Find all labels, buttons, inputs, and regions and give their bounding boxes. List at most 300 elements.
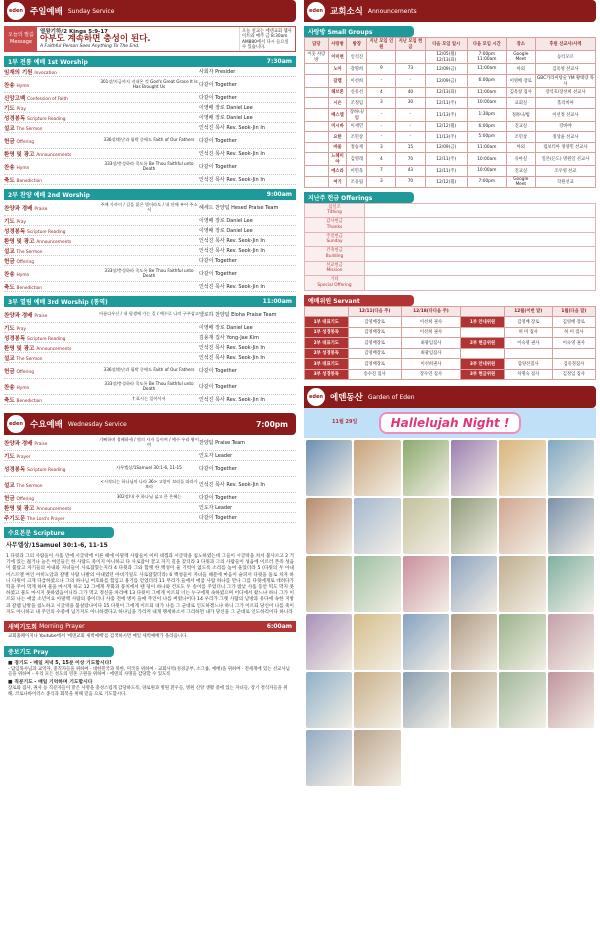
order-detail: 기뻐하며 경배하세 / 빛의 사자 들이여 / 예수 우리 왕이여 — [99, 436, 199, 447]
order-item: 환영 및 광고 Announcements — [4, 151, 72, 158]
order-item-en: Benediction — [16, 398, 43, 404]
order-row — [4, 343, 296, 353]
table-cell: 아외 — [506, 142, 535, 153]
order-item-en: Pray — [16, 326, 27, 332]
table-header: 12월(이번 달) — [504, 306, 552, 317]
photo-thumb — [499, 614, 545, 670]
photo-thumb — [306, 672, 352, 728]
photo-thumb — [306, 440, 352, 496]
order-row — [4, 216, 296, 226]
table-cell: 43 — [396, 166, 425, 177]
table-cell: 이재민 — [347, 121, 367, 132]
offering-ko: 십일조 — [328, 204, 341, 210]
table-cell: 허 미 집사 — [552, 327, 595, 338]
message-ref: 열왕기하/2 Kings 5:9-17 — [40, 29, 108, 35]
order-row — [4, 451, 296, 461]
table-header: 12/18(다다음 주) — [401, 306, 461, 317]
table-cell: 2부 현금위원 — [461, 338, 505, 349]
scripture-label: 수요본문 Scripture — [4, 527, 114, 538]
wednesday-subtitle: Wednesday Service — [67, 420, 127, 428]
table-cell: 장수연 집사 — [401, 369, 461, 380]
table-cell: 3 — [367, 98, 396, 109]
table-cell — [305, 98, 329, 109]
sunday-title: 주일예배 — [30, 7, 63, 17]
order-item-en: The Sermon — [16, 483, 43, 489]
table-cell: 조정임 — [347, 98, 367, 109]
order-detail: 333장/충성하라 죽도록 Be Thou Faithful unto Death — [104, 380, 194, 391]
table-cell: 9 — [367, 64, 396, 75]
order-leader: 찬양팀 Praise Team — [199, 440, 246, 446]
table-cell: 김영배장로 — [348, 348, 401, 359]
offering-amount — [365, 232, 596, 247]
wednesday-rows — [4, 435, 296, 523]
table-cell: 홀리비아 — [535, 98, 595, 109]
offering-en: Thanks — [326, 224, 343, 230]
table-cell: 15 — [396, 142, 425, 153]
table-row — [305, 247, 596, 262]
service-name: 1부 전통 예배 1st Worship — [8, 59, 88, 66]
photo-thumb — [499, 672, 545, 728]
photo-thumb — [354, 498, 400, 554]
announcements-title: 교회소식 — [330, 7, 363, 17]
table-cell — [305, 153, 329, 166]
order-leader: 인석진 목사 Rev. Seok-Jin In — [199, 284, 265, 290]
sunday-services — [4, 56, 296, 405]
order-leader: 다같이 Together — [199, 164, 237, 170]
order-row — [4, 363, 296, 379]
order-item-en: Scripture Reading — [27, 116, 66, 122]
table-row — [305, 64, 596, 75]
table-cell: 11:00am — [467, 142, 506, 153]
table-cell — [461, 348, 505, 359]
order-item-en: Invocation — [34, 70, 57, 76]
table-cell: 40 — [396, 87, 425, 98]
order-detail: 336장/환난과 핍박 중에도 Faith of Our Fathers — [103, 367, 195, 373]
order-item-en: Scripture Reading — [27, 229, 66, 235]
photo-thumb — [451, 498, 497, 554]
order-row — [4, 461, 296, 477]
table-cell: 11:00am — [467, 87, 506, 98]
order-row — [4, 493, 296, 503]
order-item: 축도 Benediction — [4, 284, 43, 291]
sunday-subtitle: Sunday Service — [67, 7, 115, 15]
table-cell: 아외 — [506, 64, 535, 75]
order-item: 성경봉독 Scripture Reading — [4, 228, 66, 235]
table-cell: 3부 대표기도 — [305, 359, 349, 370]
photo-thumb — [306, 498, 352, 554]
garden-subtitle: Garden of Eden — [367, 393, 415, 401]
table-header: 장소 — [506, 38, 535, 51]
order-leader: 인석진 목사 Rev. Seok-Jin In — [199, 397, 265, 403]
order-row — [4, 503, 296, 513]
order-item: 설교 The Sermon — [4, 125, 43, 132]
offering-amount — [365, 261, 596, 276]
wednesday-time: 7:00pm — [256, 419, 288, 429]
garden-title: 에덴동산 — [330, 393, 363, 403]
order-row — [4, 77, 296, 93]
order-row — [4, 113, 296, 123]
table-row — [305, 121, 596, 132]
table-cell: 김영배장로 — [348, 317, 401, 328]
table-header — [305, 306, 349, 317]
table-cell: 11:00am — [467, 64, 506, 75]
order-item-en: Benediction — [16, 178, 43, 184]
order-item-en: Benediction — [16, 285, 43, 291]
table-cell: 조유림 — [347, 176, 367, 187]
table-cell: 이선희 권사 — [401, 327, 461, 338]
eden-logo-icon: eden — [306, 1, 326, 21]
order-row — [4, 282, 296, 292]
table-row — [305, 261, 596, 276]
photo-thumb — [306, 614, 352, 670]
offering-label — [305, 203, 365, 218]
photo-thumb — [403, 614, 449, 670]
table-cell: 강바야 — [535, 121, 595, 132]
table-header: 1월(다음 달) — [552, 306, 595, 317]
table-row — [305, 218, 596, 233]
order-leader: 다같이 Together — [199, 466, 237, 472]
service-bar — [4, 56, 296, 67]
table-row — [305, 153, 596, 166]
order-item-en: The Sermon — [16, 356, 43, 362]
table-cell: 6:00pm — [467, 121, 506, 132]
message-en: A Faithful Person Sees Anything To The End. — [40, 44, 140, 49]
order-leader: 사회자 Presider — [199, 69, 236, 75]
table-cell: - — [396, 108, 425, 121]
table-cell: 김영래 — [347, 153, 367, 166]
order-leader: 다같이 Together — [199, 495, 237, 501]
table-cell: 11/13(주) — [425, 108, 467, 121]
order-row — [4, 323, 296, 333]
order-item: 성경봉독 Scripture Reading — [4, 335, 66, 342]
table-row — [305, 51, 596, 64]
sunday-header — [4, 0, 296, 22]
order-item: 설교 The Sermon — [4, 355, 43, 362]
photo-collage — [304, 438, 596, 788]
table-cell: 김영배장로 — [348, 338, 401, 349]
order-leader: 인석진 목사 Rev. Seok-Jin In — [199, 125, 265, 131]
table-cell — [461, 327, 505, 338]
order-leader: 인도자 Leader — [199, 453, 233, 459]
table-cell: 이선희권사 — [401, 359, 461, 370]
order-item-en: Pray — [16, 219, 27, 225]
offering-label — [305, 247, 365, 262]
table-cell: 교회실 — [506, 98, 535, 109]
table-cell: 헤브론 — [328, 87, 347, 98]
order-item: 환영 및 광고 Announcements — [4, 345, 72, 352]
order-item-en: The Sermon — [16, 249, 43, 255]
table-cell: 이숙영 권사 — [552, 338, 595, 349]
table-cell: 정상윤 선교사 — [535, 132, 595, 143]
table-cell: 2부 대표기도 — [305, 338, 349, 349]
right-column — [304, 0, 596, 788]
table-cell: 30 — [396, 98, 425, 109]
service-name: 2부 찬양 예배 2nd Worship — [8, 192, 90, 199]
table-cell: - — [396, 121, 425, 132]
table-cell: 3부 현금위원 — [461, 369, 505, 380]
photo-thumb — [354, 672, 400, 728]
table-cell: 3 — [367, 176, 396, 187]
eden-logo-icon: eden — [6, 1, 26, 21]
order-item: 찬송 Hymn — [4, 164, 30, 171]
table-cell: 10:00am — [467, 98, 506, 109]
table-cell — [305, 132, 329, 143]
order-row — [4, 435, 296, 451]
order-item: 신앙고백 Confession of Faith — [4, 95, 68, 102]
order-item-en: Announcements — [36, 152, 72, 158]
table-cell — [305, 166, 329, 177]
order-row — [4, 67, 296, 77]
order-detail: 사무엘상/1Samuel 30:1-6, 11-15 — [116, 465, 182, 471]
table-cell: 1부 대표기도 — [305, 317, 349, 328]
offering-label — [305, 232, 365, 247]
table-row — [305, 276, 596, 291]
offering-ko: 기타 — [330, 277, 339, 283]
order-leader: 다같이 Together — [199, 138, 237, 144]
table-cell: 12/13(화) — [425, 87, 467, 98]
table-cell: 동티모르 — [535, 51, 595, 64]
order-item-en: Praise — [34, 441, 48, 447]
table-row — [305, 203, 596, 218]
photo-thumb — [354, 440, 400, 496]
wednesday-title: 수요예배 — [30, 420, 63, 430]
table-header: 다음 모임 시간 — [467, 38, 506, 51]
table-cell: 5:00pm — [467, 132, 506, 143]
offering-ko: 주일헌금 — [326, 233, 343, 239]
eden-logo-icon: eden — [6, 414, 26, 434]
order-row — [4, 175, 296, 185]
service-bar — [4, 189, 296, 200]
table-cell: 1부 성경봉독 — [305, 327, 349, 338]
table-cell: 12/11(주) — [425, 166, 467, 177]
photo-thumb — [354, 730, 400, 786]
servants-label: 예배위원 Servant — [304, 295, 414, 306]
table-cell: 강명희 — [347, 64, 367, 75]
order-leader: 인석진 목사 Rev. Seok-Jin In — [199, 248, 265, 254]
service-time: 7:30am — [266, 58, 292, 65]
photo-thumb — [354, 614, 400, 670]
order-row — [4, 226, 296, 236]
announcements-subtitle: Announcements — [367, 7, 417, 15]
table-cell: 12/09(금) — [425, 142, 467, 153]
offering-en: Building — [325, 253, 344, 259]
order-row — [4, 159, 296, 175]
scripture-text: 1 다윗과 그의 사람들이 사흘 만에 시글락에 이른 때에 아말렉 사람들이 이미 네겝과 시글락을 침노하였는데 그들이 시글락을 쳐서 불사르고 2 거기에 있는 젊거나 늙은 여인들은 한 사람도 죽이지 아니하고 다 사로잡아 끌고 자기 길을 갔더라 3 다윗과 그의 사람들이 성읍에 이르러 본즉 성읍이 불탔고 자기들의 아내와 자녀들이 사로잡혔는지라 4 다윗과 그와 함께 한 백성이 울 기력이 없도록 소리를 높여 울었더라 5 (다윗의 두 아내 이스르엘 여인 아히노암과 갈멜 사람 나발의 아내였던 아비가일도 사로잡혔더라) 6 백성들이 자녀들 때문에 마음이 슬퍼서 다윗을 돌로 치자 하니 다윗이 크게 다급하였으나 그의 하나님 여호와를 힘입고 용기를 얻었더라 11 무리가 들에서 애굽 사람 하나를 만나 그를 다윗에게로 데려다가 떡을 주어 먹게 하며 물을 마시게 하고 12 그에게 무화과 뭉치에서 뗀 덩이 하나와 건포도 두 송이를 주었더니 그가 밤낮 사흘 동안 떡도 먹지 못하였고 물도 마시지 못하였음이니라 그가 먹고 정신을 차리매 13 다윗이 그에게 이르되 너는 누구에게 속하였으며 어디에서 왔느냐 하니 그가 이르되 나는 애굽 소년이요 아말렉 사람의 종이더니 사흘 전에 병이 들매 주인이 나를 버렸나이다 14 우리가 그렛 사람의 남방과 유다에 속한 지방과 갈렙 남방을 침노하고 시글락을 불살랐나이다 15 다윗이 그에게 이르되 네가 나를 그 군대로 인도하겠느냐 하니 그가 이르되 당신이 나를 죽이지도 아니하고 내 주인의 수중에 넘기지도 아니하겠다고 하나님을 가리켜 내게 맹세하소서 그리하면 내가 당신을 그 군대로 인도하리이다 하니라 — [6, 554, 294, 615]
order-leader: 이영배 장로 Daniel Lee — [199, 325, 253, 331]
order-item-en: The Lord's Prayer — [27, 516, 65, 522]
order-leader: 이영배 장로 Daniel Lee — [199, 105, 253, 111]
order-leader: 다같이 Together — [199, 82, 237, 88]
order-item-en: Hymn — [16, 385, 30, 391]
table-row — [305, 87, 596, 98]
photo-thumb — [306, 730, 352, 786]
order-item: 찬양과 경배 Praise — [4, 205, 48, 212]
photo-thumb — [548, 672, 594, 728]
table-row — [305, 74, 596, 87]
table-row — [305, 327, 596, 338]
table-cell: 7:00pm — [467, 176, 506, 187]
table-cell — [552, 348, 595, 359]
order-item-en: The Sermon — [16, 126, 43, 132]
order-row — [4, 379, 296, 395]
table-row — [305, 348, 596, 359]
order-item-en: Offering — [16, 139, 34, 145]
order-row — [4, 256, 296, 266]
order-item-en: Offering — [16, 369, 34, 375]
order-item-en: Confession of Faith — [27, 96, 68, 102]
prayer-content: ■ 경기도 - 매일 저녁 5, 15분 이상 기도합시다! - 담임목사님과 교역자, 중직자들을 위하여 · 대한민국과 북한, 미국을 위하여 - 교회사역(성경공부, 소그룹, 예배)을 위하여 · 전세계에 있는 선교사님들을 위하여 - 우리 모든 성도의 영혼 구원을 위하여 · 에덴의 사명을 감당할 수 있도록 ■ 직분기도 - 매일 기억하며 기도합시다 장로와 집사, 권사 등 직분자들이 맡은 사명을 충성스럽게 감당하도록, 양로원과 병원 환우들, 병원 신앙 생활 중에 있는 자녀들, 장기 결석자들을 위해, 코로나바이러스 종식과 회복을 위해 믿음 으로 기도합시다. — [8, 660, 290, 697]
table-cell: 2부 성경봉독 — [305, 348, 349, 359]
table-cell: 12/12(월) — [425, 176, 467, 187]
offering-amount — [365, 247, 596, 262]
photo-thumb — [499, 498, 545, 554]
table-cell: 김영배 장로 — [552, 317, 595, 328]
order-item-en: Hymn — [16, 83, 30, 89]
order-item: 성경봉독 Scripture Reading — [4, 115, 66, 122]
message-title: 아부도 계속하면 충성이 된다. — [40, 34, 151, 44]
table-header: 지난 모임 헌금 — [396, 38, 425, 51]
order-leader: 김용재 집사 Yong-Jae Kim — [199, 335, 259, 341]
table-row — [305, 359, 596, 370]
order-item-en: Announcements — [36, 346, 72, 352]
table-header: 12/11(다음 주) — [348, 306, 401, 317]
table-cell: 4 — [367, 153, 396, 166]
scripture-ref: 사무엘상/1Samuel 30:1-6, 11-15 — [6, 542, 108, 549]
table-cell: 6:00pm — [467, 74, 506, 87]
table-cell: 김영배장로 — [348, 327, 401, 338]
table-cell: 이선희 권사 — [401, 317, 461, 328]
offering-ko: 건축헌금 — [326, 248, 343, 254]
offering-label — [305, 261, 365, 276]
table-cell: 김정임 집사 — [552, 369, 595, 380]
order-item: 헌금 Offering — [4, 138, 34, 145]
message-side-note: 오늘 설교는 에덴교회 웹사이트와 매주 금 8:30am AM880에서 다시 들으실 수 있습니다. — [239, 27, 295, 51]
table-cell: 12/05(월) 12/13(화) — [425, 51, 467, 64]
order-leader: 인석진 목사 Rev. Seok-Jin In — [199, 177, 265, 183]
order-item: 임재의 기원 Invocation — [4, 69, 57, 76]
offering-en: Tithing — [327, 210, 342, 216]
order-item: 헌금 Offering — [4, 495, 34, 502]
order-item: 기도 Prayer — [4, 453, 31, 460]
table-row — [305, 232, 596, 247]
table-cell: 신유선 — [347, 87, 367, 98]
order-leader: 인석진 목사 Rev. Seok-Jin In — [199, 345, 265, 351]
order-item: 환영 및 광고 Announcements — [4, 238, 72, 245]
order-item: 축도 Benediction — [4, 177, 43, 184]
table-cell: 정승재 — [347, 142, 367, 153]
table-cell — [305, 108, 329, 121]
order-row — [4, 236, 296, 246]
garden-banner — [304, 408, 596, 438]
photo-thumb — [403, 440, 449, 496]
order-item-en: Pray — [16, 106, 27, 112]
table-cell: 바울 — [328, 142, 347, 153]
table-cell — [305, 121, 329, 132]
table-cell: 최광임집사 — [401, 348, 461, 359]
order-item: 기도 Pray — [4, 105, 27, 112]
order-leader: 이영배 장로 Daniel Lee — [199, 218, 253, 224]
order-leader: 인도자 Leader — [199, 505, 233, 511]
table-cell: - — [396, 74, 425, 87]
table-row — [305, 176, 596, 187]
order-row — [4, 353, 296, 363]
table-cell: 김영배 장로 — [504, 317, 552, 328]
order-leader: 이영배 장로 Daniel Lee — [199, 115, 253, 121]
order-item: 헌금 Offering — [4, 368, 34, 375]
table-cell: 이숙영 권사 — [504, 338, 552, 349]
order-row — [4, 395, 296, 405]
service-time: 11:00am — [262, 298, 292, 305]
table-cell: 김옥영 선교사 — [535, 64, 595, 75]
order-detail: 333장/충성하라 죽도록 Be Thou Faithful unto Death — [104, 267, 194, 278]
table-cell: 장석호/장선희 선교사 — [535, 87, 595, 98]
table-cell: 인석진 — [347, 51, 367, 64]
message-label: 오늘의 말씀 Message — [5, 27, 37, 51]
service-name: 3부 열림 예배 3rd Worship (통역) — [8, 299, 108, 306]
order-item: 찬양과 경배 Praise — [4, 440, 48, 447]
order-detail: 아름다우신 / 내 평생에 가는 길 / 예수로 나의 구주삼고 — [99, 311, 199, 317]
table-cell: 12/09(금) — [425, 64, 467, 75]
order-item-en: Hymn — [16, 272, 30, 278]
service-time: 9:00am — [266, 191, 292, 198]
offering-ko: 선교헌금 — [326, 262, 343, 268]
order-item-en: Praise — [34, 313, 48, 319]
order-row — [4, 333, 296, 343]
order-item: 설교 The Sermon — [4, 482, 43, 489]
order-item: 찬송 Hymn — [4, 271, 30, 278]
table-cell: 3부 안내위원 — [461, 359, 505, 370]
table-row — [305, 132, 596, 143]
table-cell — [305, 142, 329, 153]
table-cell: 진교실 — [506, 166, 535, 177]
order-leader: 인석진 목사 Rev. Seok-Jin In — [199, 151, 265, 157]
table-cell: 7 — [367, 166, 396, 177]
service-bar — [4, 296, 296, 307]
photo-thumb — [499, 440, 545, 496]
message-content — [37, 27, 239, 51]
offering-en: Sunday — [326, 239, 343, 245]
order-detail: 333장/충성하라 죽도록 Be Thou Faithful unto Death — [104, 160, 194, 171]
order-row — [4, 93, 296, 103]
table-cell: 노아 — [328, 64, 347, 75]
photo-thumb — [403, 672, 449, 728]
order-row — [4, 477, 296, 493]
order-leader: 인석진 목사 Rev. Seok-Jin In — [199, 238, 265, 244]
servants-table — [304, 306, 596, 381]
photo-thumb — [499, 556, 545, 612]
table-cell: 베스엘 — [328, 108, 347, 121]
order-leader: 다같이 Together — [199, 95, 237, 101]
photo-thumb — [548, 614, 594, 670]
table-row — [305, 142, 596, 153]
order-item: 환영 및 광고 Announcements — [4, 505, 72, 512]
order-detail: 주께 가까이 / 길을 잃은 별이라도 / 내 안에 부어 주소서 — [100, 201, 198, 212]
table-cell: 최광임집사 — [401, 338, 461, 349]
offerings-label: 지난주 헌금 Offerings — [304, 192, 414, 203]
order-row — [4, 307, 296, 323]
table-cell: 정하나/범 — [506, 108, 535, 121]
table-cell: Google Meet — [506, 176, 535, 187]
table-cell: 3부 성경봉독 — [305, 369, 349, 380]
table-cell — [305, 74, 329, 87]
table-row — [305, 338, 596, 349]
table-cell: 학원선교 — [535, 176, 595, 187]
left-column — [4, 0, 296, 700]
offering-en: Mission — [326, 268, 343, 274]
order-item-en: Prayer — [16, 454, 31, 460]
morning-header: 새벽기도회 Morning Prayer 6:00am — [4, 621, 296, 632]
photo-thumb — [451, 556, 497, 612]
